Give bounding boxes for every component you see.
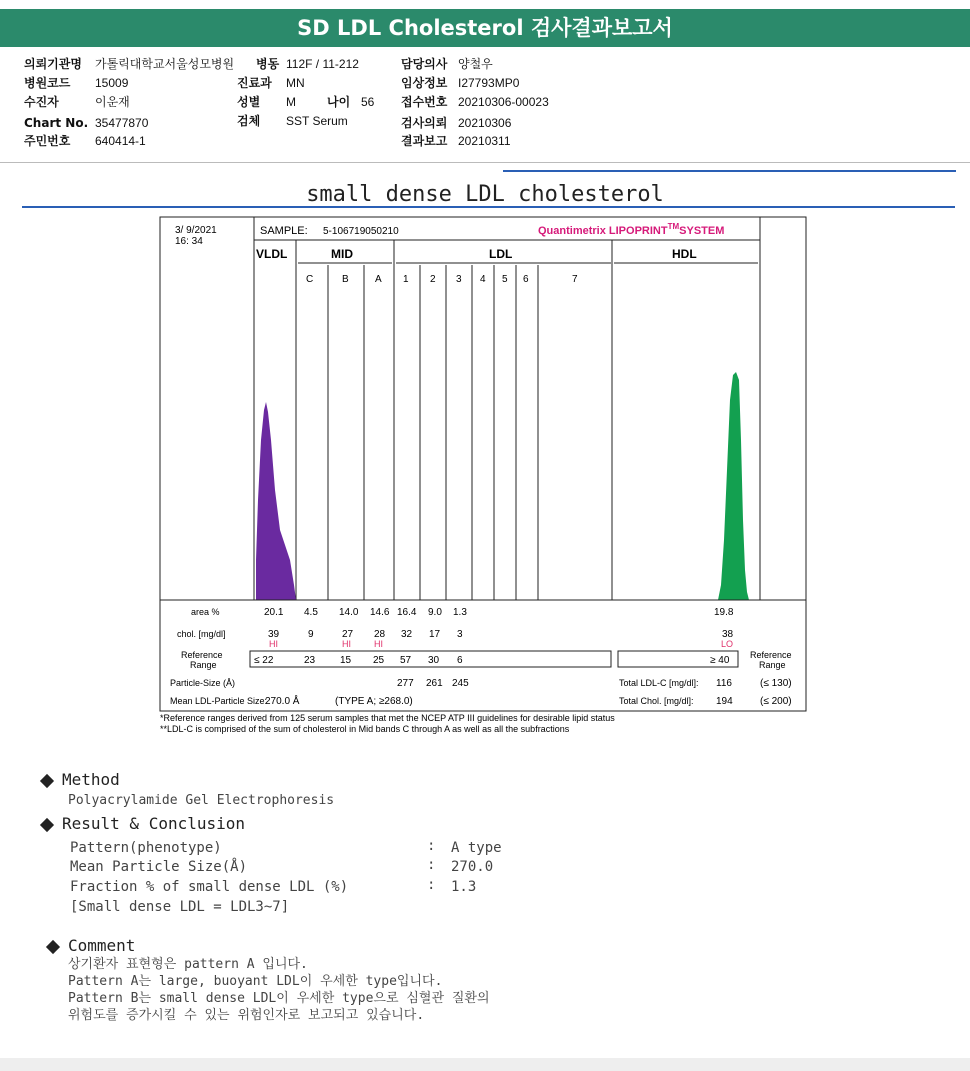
svg-text:30: 30 xyxy=(428,655,440,666)
diamond-bullet-icon xyxy=(40,773,54,787)
svg-text:14.6: 14.6 xyxy=(370,607,390,618)
svg-text:25: 25 xyxy=(373,655,385,666)
resident-no: 640414-1 xyxy=(95,134,146,148)
brand-name: Quantimetrix LIPOPRINT xyxy=(538,225,668,237)
brand-tm: TM xyxy=(667,222,680,231)
band-label-2: 2 xyxy=(430,274,436,285)
label-test-request: 검사의뢰 xyxy=(401,116,448,130)
svg-text:6: 6 xyxy=(457,655,463,666)
test-request-date: 20210306 xyxy=(458,116,512,130)
band-label-a: A xyxy=(375,274,382,285)
label-clinical-info: 임상정보 xyxy=(401,76,448,90)
brand-logo xyxy=(538,222,724,237)
label-ref-1: Reference xyxy=(181,650,223,660)
mean-type-note: (TYPE A; ≥268.0) xyxy=(335,696,413,707)
svg-text:28: 28 xyxy=(374,629,386,640)
ward: 112F / 11-212 xyxy=(286,57,359,71)
svg-text:16.4: 16.4 xyxy=(397,607,417,618)
svg-text:57: 57 xyxy=(400,655,412,666)
label-total-chol: Total Chol. [mg/dl]: xyxy=(619,696,694,706)
svg-text:≤ 22: ≤ 22 xyxy=(254,655,274,666)
mean-ldl-size-value: 270.0 Å xyxy=(265,696,300,707)
total-chol-ref: (≤ 200) xyxy=(760,696,792,707)
label-ward: 병동 xyxy=(256,57,280,71)
svg-text:≥ 40: ≥ 40 xyxy=(710,655,730,666)
svg-text:23: 23 xyxy=(304,655,316,666)
label-ref-right-1: Reference xyxy=(750,650,792,660)
brand-suffix: SYSTEM xyxy=(679,225,725,237)
band-label-7: 7 xyxy=(572,274,578,285)
total-chol-value: 194 xyxy=(716,696,733,707)
svg-text:HI: HI xyxy=(269,639,278,649)
svg-text:277: 277 xyxy=(397,678,414,689)
svg-text:3: 3 xyxy=(457,629,463,640)
label-chart-no: Chart No. xyxy=(24,116,89,130)
comment-line-4: 위험도를 증가시킬 수 있는 위험인자로 보고되고 있습니다. xyxy=(68,1008,425,1023)
result-value-fraction: 1.3 xyxy=(451,879,477,895)
svg-text:9.0: 9.0 xyxy=(428,607,442,618)
result-value-mean-size: 270.0 xyxy=(451,859,494,875)
svg-text:20.1: 20.1 xyxy=(264,607,284,618)
chart-time: 16: 34 xyxy=(175,236,203,247)
label-particle-size: Particle-Size (Å) xyxy=(170,678,236,688)
label-patient-name: 수진자 xyxy=(24,95,59,109)
band-label-5: 5 xyxy=(502,274,508,285)
receipt-no: 20210306-00023 xyxy=(458,95,549,109)
department: MN xyxy=(286,76,305,90)
method-heading: Method xyxy=(42,770,120,789)
comment-heading: Comment xyxy=(48,936,135,955)
svg-text:HI: HI xyxy=(374,639,383,649)
physician: 양철우 xyxy=(458,57,493,71)
svg-text:32: 32 xyxy=(401,629,413,640)
chart-date: 3/ 9/2021 xyxy=(175,225,217,236)
label-ref-right-2: Range xyxy=(759,660,786,670)
result-colon-3: : xyxy=(427,877,436,893)
band-label-1: 1 xyxy=(403,274,409,285)
label-sex: 성별 xyxy=(237,95,261,109)
comment-line-3: Pattern B는 small dense LDL이 우세한 type으로 심혈관 질환의 xyxy=(68,991,490,1006)
svg-text:245: 245 xyxy=(452,678,469,689)
svg-text:261: 261 xyxy=(426,678,443,689)
chart-no: 35477870 xyxy=(95,116,149,130)
group-label-hdl: HDL xyxy=(672,247,697,261)
band-label-c: C xyxy=(306,274,314,285)
band-label-b: B xyxy=(342,274,349,285)
result-value-pattern: A type xyxy=(451,840,502,856)
group-label-ldl: LDL xyxy=(489,247,513,261)
svg-text:17: 17 xyxy=(429,629,441,640)
label-receipt-no: 접수번호 xyxy=(401,95,448,109)
svg-text:4.5: 4.5 xyxy=(304,607,318,618)
age: 56 xyxy=(361,95,375,109)
patient-name: 이운재 xyxy=(95,95,130,109)
svg-text:HI: HI xyxy=(342,639,351,649)
requesting-institution: 가톨릭대학교서울성모병원 xyxy=(95,57,235,71)
result-report-date: 20210311 xyxy=(458,134,511,148)
svg-text:38: 38 xyxy=(722,629,734,640)
result-colon-2: : xyxy=(427,857,436,873)
sample-id: 5-106719050210 xyxy=(323,226,399,237)
footnote-2: **LDL-C is comprised of the sum of cholesterol in Mid bands C through A as well as all the subfractions xyxy=(160,724,570,734)
specimen: SST Serum xyxy=(286,114,348,128)
label-result-report: 결과보고 xyxy=(401,134,448,148)
band-label-4: 4 xyxy=(480,274,486,285)
chart-frame xyxy=(160,217,806,711)
hospital-code: 15009 xyxy=(95,76,129,90)
comment-line-1: 상기환자 표현형은 pattern A 입니다. xyxy=(68,957,308,972)
svg-text:9: 9 xyxy=(308,629,314,640)
label-total-ldl: Total LDL-C [mg/dl]: xyxy=(619,678,699,688)
band-label-6: 6 xyxy=(523,274,529,285)
svg-text:14.0: 14.0 xyxy=(339,607,359,618)
footnote-1: *Reference ranges derived from 125 serum samples that met the NCEP ATP III guidelines for desirable lipid status xyxy=(160,713,615,723)
label-hospital-code: 병원코드 xyxy=(24,76,71,90)
group-label-mid: MID xyxy=(331,247,353,261)
comment-line-2: Pattern A는 large, buoyant LDL이 우세한 type입니다. xyxy=(68,974,443,989)
diamond-bullet-icon xyxy=(40,817,54,831)
label-chol: chol. [mg/dl] xyxy=(177,629,226,639)
svg-text:LO: LO xyxy=(721,639,734,649)
sex: M xyxy=(286,95,296,109)
svg-text:27: 27 xyxy=(342,629,354,640)
svg-text:1.3: 1.3 xyxy=(453,607,467,618)
label-ref-2: Range xyxy=(190,660,217,670)
band-label-3: 3 xyxy=(456,274,462,285)
clinical-info: I27793MP0 xyxy=(458,76,520,90)
result-colon-1: : xyxy=(427,838,436,854)
result-label-mean-size: Mean Particle Size(Å) xyxy=(70,859,248,875)
label-requesting-institution: 의뢰기관명 xyxy=(24,57,82,71)
svg-text:19.8: 19.8 xyxy=(714,607,734,618)
label-age: 나이 xyxy=(327,95,351,109)
total-ldl-value: 116 xyxy=(716,678,732,689)
particle-size-values xyxy=(397,678,469,689)
diamond-bullet-icon xyxy=(46,939,60,953)
result-label-pattern: Pattern(phenotype) xyxy=(70,840,222,856)
report-title: SD LDL Cholesterol 검사결과보고서 xyxy=(0,9,970,47)
label-specimen: 검체 xyxy=(237,114,261,128)
total-ldl-ref: (≤ 130) xyxy=(760,678,792,689)
group-label-vldl: VLDL xyxy=(256,247,288,261)
svg-text:39: 39 xyxy=(268,629,280,640)
result-note: [Small dense LDL = LDL3~7] xyxy=(70,899,290,915)
label-area-pct: area % xyxy=(191,607,220,617)
label-resident-no: 주민번호 xyxy=(24,134,71,148)
method-text: Polyacrylamide Gel Electrophoresis xyxy=(68,793,335,808)
section-title: small dense LDL cholesterol xyxy=(306,182,664,207)
svg-text:15: 15 xyxy=(340,655,352,666)
sample-label: SAMPLE: xyxy=(260,225,308,237)
label-mean-ldl-size: Mean LDL-Particle Size: xyxy=(170,696,268,706)
label-physician: 담당의사 xyxy=(401,57,448,71)
footer-band xyxy=(0,1058,970,1071)
label-department: 진료과 xyxy=(237,76,272,90)
result-label-fraction: Fraction % of small dense LDL (%) xyxy=(70,879,349,895)
result-heading: Result & Conclusion xyxy=(42,814,245,833)
